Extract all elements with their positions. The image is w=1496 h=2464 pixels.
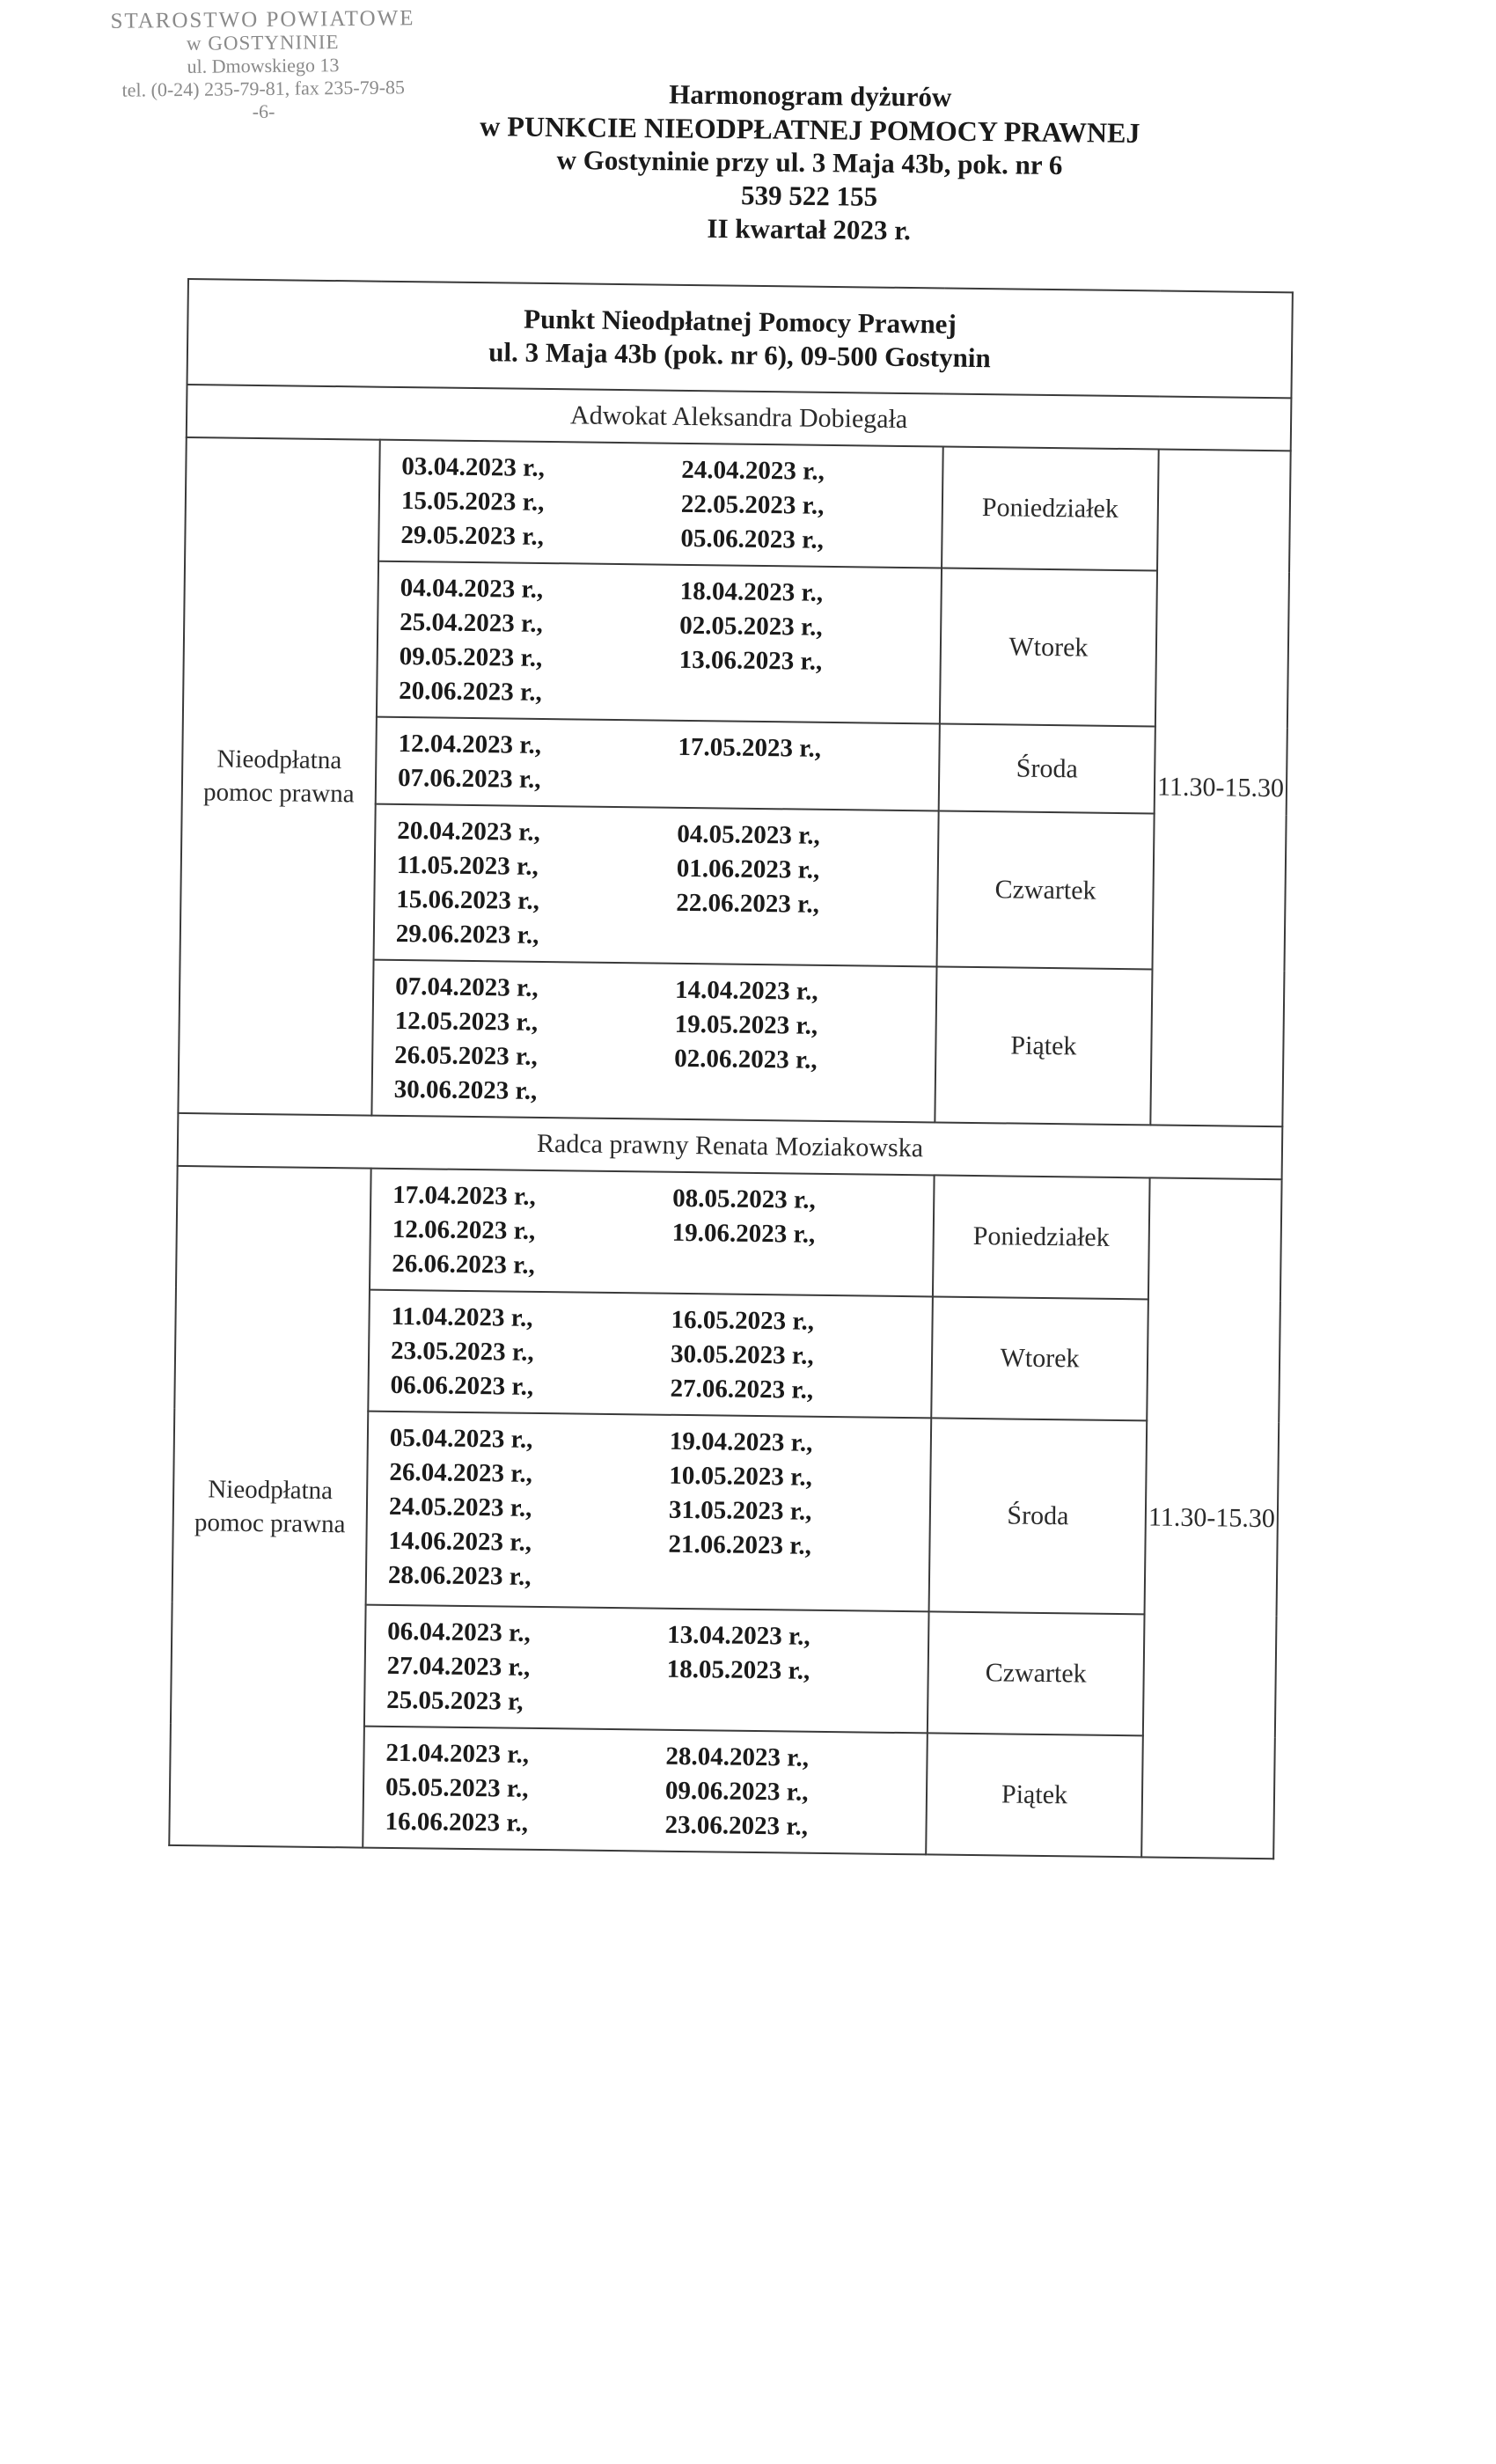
weekday: Poniedziałek — [933, 1175, 1150, 1299]
duty-date: 09.05.2023 r., — [399, 642, 543, 672]
duty-hours: 11.30-15.30 — [1141, 1177, 1281, 1859]
duty-dates-grid — [398, 727, 930, 801]
schedule-table — [168, 278, 1294, 1859]
service-type — [169, 1166, 370, 1848]
duty-date: 28.06.2023 r., — [387, 1560, 532, 1591]
duty-date: 03.04.2023 r., — [401, 451, 546, 482]
duty-date: 18.05.2023 r., — [666, 1654, 810, 1685]
duty-dates — [376, 717, 940, 811]
duty-dates — [368, 1290, 933, 1419]
duty-date: 21.04.2023 r., — [385, 1738, 530, 1769]
duty-date: 06.06.2023 r., — [390, 1370, 534, 1401]
banner-row — [187, 279, 1293, 398]
duty-dates-grid — [396, 814, 929, 957]
duty-dates — [377, 561, 942, 724]
duty-dates-grid — [394, 970, 928, 1112]
duty-date: 17.04.2023 r., — [392, 1180, 536, 1211]
service-type-line-1: Nieodpłatna — [216, 744, 342, 775]
duty-date: 31.05.2023 r., — [668, 1495, 812, 1526]
schedule-row — [185, 437, 1291, 572]
duty-date: 23.05.2023 r., — [390, 1336, 534, 1367]
service-type — [178, 437, 379, 1116]
duty-date: 23.06.2023 r., — [664, 1810, 809, 1841]
duty-date: 12.05.2023 r., — [394, 1006, 539, 1037]
duty-dates — [370, 1169, 935, 1297]
duty-dates-grid — [385, 1736, 917, 1844]
lawyer-name: Radca prawny Renata Moziakowska — [178, 1113, 1283, 1179]
stamp-line-1: STAROSTWO POWIATOWE — [110, 6, 415, 33]
stamp-line-5: -6- — [252, 99, 275, 123]
weekday: Piątek — [935, 966, 1152, 1125]
duty-date: 15.05.2023 r., — [400, 486, 545, 517]
duty-date: 02.06.2023 r., — [674, 1044, 818, 1074]
duty-date: 25.05.2023 r, — [386, 1685, 524, 1716]
service-type-line-2: pomoc prawna — [202, 778, 355, 809]
service-type-line-2: pomoc prawna — [194, 1508, 346, 1539]
duty-dates-grid — [388, 1421, 921, 1598]
duty-date: 07.04.2023 r., — [394, 972, 539, 1002]
document-title: Harmonogram dyżurów — [669, 78, 952, 113]
duty-dates-grid — [386, 1615, 919, 1723]
stamp-line-2: w GOSTYNINIE — [186, 31, 340, 55]
duty-date: 14.04.2023 r., — [674, 975, 818, 1006]
service-type-line-1: Nieodpłatna — [208, 1475, 334, 1506]
weekday: Poniedziałek — [942, 447, 1159, 571]
duty-date: 20.04.2023 r., — [397, 816, 540, 847]
duty-date: 20.06.2023 r., — [399, 676, 542, 707]
duty-dates — [374, 804, 939, 967]
weekday: Środa — [939, 723, 1155, 813]
duty-date: 19.05.2023 r., — [674, 1009, 818, 1040]
header-phone: 539 522 155 — [740, 180, 878, 212]
duty-date: 19.06.2023 r., — [671, 1218, 816, 1249]
duty-date: 02.05.2023 r., — [679, 611, 823, 642]
duty-date: 29.06.2023 r., — [395, 919, 539, 950]
duty-dates-grid — [392, 1178, 924, 1287]
duty-date: 07.06.2023 r., — [397, 763, 541, 794]
duty-date: 08.05.2023 r., — [672, 1184, 816, 1214]
duty-date: 24.04.2023 r., — [681, 455, 825, 486]
duty-date: 15.06.2023 r., — [396, 884, 540, 915]
duty-date: 25.04.2023 r., — [400, 607, 543, 638]
duty-date: 11.04.2023 r., — [391, 1302, 533, 1332]
duty-date: 22.05.2023 r., — [680, 489, 825, 520]
weekday: Wtorek — [940, 568, 1157, 726]
duty-dates — [363, 1727, 928, 1855]
duty-date: 09.06.2023 r., — [664, 1776, 809, 1807]
duty-date: 12.06.2023 r., — [392, 1214, 536, 1245]
duty-date: 26.05.2023 r., — [394, 1040, 538, 1071]
duty-dates-grid — [400, 450, 933, 558]
duty-date: 21.06.2023 r., — [668, 1529, 812, 1560]
duty-date: 27.04.2023 r., — [386, 1651, 531, 1682]
banner-office-address: ul. 3 Maja 43b (pok. nr 6), 09-500 Gostynin — [488, 336, 991, 374]
lawyer-name: Adwokat Aleksandra Dobiegała — [187, 385, 1292, 451]
duty-dates — [364, 1605, 929, 1734]
office-banner — [187, 279, 1293, 398]
weekday: Środa — [929, 1418, 1148, 1614]
duty-date: 05.06.2023 r., — [680, 524, 825, 554]
duty-date: 22.06.2023 r., — [676, 888, 820, 919]
duty-hours: 11.30-15.30 — [1150, 449, 1290, 1126]
duty-date: 26.06.2023 r., — [392, 1249, 535, 1280]
duty-date: 17.05.2023 r., — [678, 732, 822, 763]
duty-date: 13.04.2023 r., — [667, 1620, 810, 1651]
weekday: Piątek — [926, 1733, 1143, 1857]
duty-date: 19.04.2023 r., — [669, 1426, 813, 1457]
duty-date: 01.06.2023 r., — [676, 854, 820, 884]
duty-date: 30.06.2023 r., — [393, 1074, 538, 1105]
duty-date: 10.05.2023 r., — [669, 1461, 813, 1492]
header-period: II kwartał 2023 r. — [707, 212, 912, 246]
duty-date: 05.04.2023 r., — [389, 1423, 533, 1454]
duty-date: 05.05.2023 r., — [385, 1772, 529, 1803]
duty-date: 06.04.2023 r., — [387, 1617, 531, 1647]
duty-date: 13.06.2023 r., — [678, 645, 823, 676]
duty-dates-grid — [390, 1300, 922, 1408]
document-header — [369, 75, 1250, 251]
duty-date: 24.05.2023 r., — [388, 1492, 532, 1522]
header-address: w Gostyninie przy ul. 3 Maja 43b, pok. nr 6 — [556, 143, 1063, 181]
duty-date: 04.05.2023 r., — [677, 819, 820, 850]
weekday: Czwartek — [928, 1611, 1145, 1735]
duty-date: 26.04.2023 r., — [389, 1457, 533, 1488]
duty-date: 12.04.2023 r., — [398, 729, 542, 759]
banner-office-name: Punkt Nieodpłatnej Pomocy Prawnej — [523, 303, 957, 340]
duty-dates — [378, 440, 943, 568]
duty-dates — [371, 960, 936, 1123]
duty-date: 11.05.2023 r., — [396, 850, 539, 881]
duty-date: 18.04.2023 r., — [679, 576, 824, 607]
weekday: Czwartek — [937, 810, 1155, 969]
duty-date: 27.06.2023 r., — [670, 1374, 814, 1404]
duty-date: 30.05.2023 r., — [670, 1339, 814, 1370]
duty-dates — [366, 1412, 932, 1612]
stamp-line-3: ul. Dmowskiego 13 — [187, 54, 340, 77]
weekday: Wtorek — [931, 1296, 1148, 1420]
duty-date: 04.04.2023 r., — [400, 573, 544, 604]
stamp-line-4: tel. (0-24) 235-79-81, fax 235-79-85 — [121, 76, 406, 101]
header-office-name: w PUNKCIE NIEODPŁATNEJ POMOCY PRAWNEJ — [480, 110, 1140, 149]
duty-date: 16.06.2023 r., — [385, 1807, 529, 1837]
schedule-row — [176, 1166, 1282, 1301]
duty-date: 16.05.2023 r., — [671, 1305, 815, 1336]
duty-date: 29.05.2023 r., — [400, 520, 545, 551]
schedule-table-wrapper — [168, 278, 1292, 1859]
duty-date: 28.04.2023 r., — [665, 1742, 810, 1772]
duty-dates-grid — [399, 571, 932, 714]
duty-date: 14.06.2023 r., — [388, 1526, 532, 1557]
